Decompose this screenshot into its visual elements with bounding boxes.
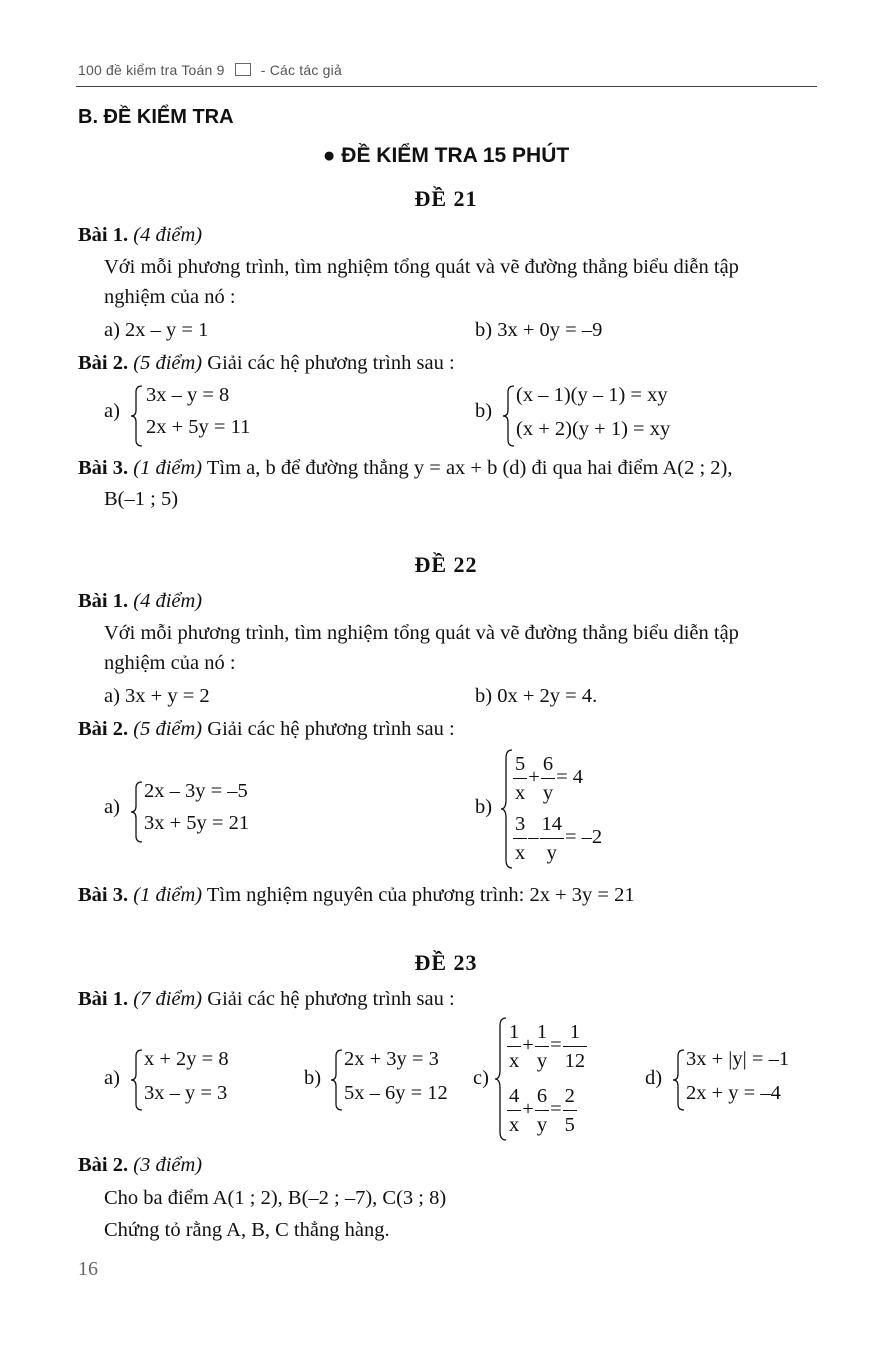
fraction: $\frac{2}{5}$ bbox=[563, 1082, 577, 1139]
de23-a-label: a) bbox=[104, 1067, 120, 1089]
de23-bai2-heading bbox=[78, 1154, 202, 1177]
authors: - Các tác giả bbox=[260, 62, 342, 78]
de21-bai1-b: b) 3x + 0y = –9 bbox=[475, 319, 603, 341]
de23-d-eq2: 2x + y = –4 bbox=[686, 1082, 781, 1104]
de22-bai2-points: (5 điểm) bbox=[133, 718, 203, 740]
de22-system-a bbox=[130, 780, 280, 844]
page-number: 16 bbox=[78, 1258, 98, 1280]
fraction: $\frac{6}{y}$ bbox=[535, 1082, 549, 1139]
de21-bai3-label: Bài 3. bbox=[78, 457, 129, 479]
de21-bai1-a: a) 2x – y = 1 bbox=[104, 319, 209, 341]
de22-bai2-label: Bài 2. bbox=[78, 718, 129, 740]
de23-system-d bbox=[672, 1048, 822, 1112]
de22-bai2-b-label: b) bbox=[475, 796, 493, 818]
de22-bai1-text2: nghiệm của nó : bbox=[104, 652, 236, 674]
section-title: B. ĐỀ KIỂM TRA bbox=[78, 106, 234, 128]
de22-a-eq1: 2x – 3y = –5 bbox=[144, 780, 248, 802]
exam-23-title: ĐỀ 23 bbox=[414, 950, 478, 975]
brace-icon bbox=[330, 1048, 344, 1112]
de22-bai3-text: Tìm nghiệm nguyên của phương trình: 2x + 3y = 21 bbox=[202, 884, 635, 906]
de23-b-label: b) bbox=[304, 1067, 322, 1089]
de23-system-c bbox=[494, 1016, 624, 1142]
de22-bai3-label: Bài 3. bbox=[78, 884, 129, 906]
de21-bai3-text1: Tìm a, b để đường thẳng y = ax + b (d) đi qua hai điểm A(2 ; 2), bbox=[202, 457, 733, 479]
de23-bai1-heading bbox=[78, 988, 455, 1011]
de22-bai1-b: b) 0x + 2y = 4. bbox=[475, 685, 598, 707]
de23-a-eq2: 3x – y = 3 bbox=[144, 1082, 228, 1104]
de22-b-eq2: $\frac{3}{x}$ – $\frac{14}{y}$ = –2 bbox=[512, 810, 602, 867]
de21-system-b bbox=[502, 384, 702, 448]
de22-bai1-label: Bài 1. bbox=[78, 590, 129, 612]
de21-bai3-line1 bbox=[78, 457, 732, 480]
brace-icon bbox=[502, 384, 516, 448]
de22-bai1-heading bbox=[78, 590, 202, 613]
de21-bai3-text2: B(–1 ; 5) bbox=[104, 488, 179, 510]
de22-bai1-a: a) 3x + y = 2 bbox=[104, 685, 210, 707]
de21-bai1-label: Bài 1. bbox=[78, 224, 129, 246]
de23-d-eq1: 3x + |y| = –1 bbox=[686, 1048, 790, 1070]
de21-bai1-heading bbox=[78, 224, 202, 247]
brace-icon bbox=[130, 1048, 144, 1112]
de22-bai1-text1: Với mỗi phương trình, tìm nghiệm tổng quát và vẽ đường thẳng biểu diễn tập bbox=[104, 622, 739, 644]
de21-bai1-points: (4 điểm) bbox=[133, 224, 203, 246]
de21-bai2-heading bbox=[78, 352, 455, 375]
de23-b-eq2: 5x – 6y = 12 bbox=[344, 1082, 448, 1104]
brace-icon bbox=[130, 384, 144, 448]
de22-b-eq1: $\frac{5}{x}$ + $\frac{6}{y}$ = 4 bbox=[512, 750, 583, 807]
subsection-title: ● ĐỀ KIỂM TRA 15 PHÚT bbox=[322, 144, 570, 167]
de21-bai2-b-label: b) bbox=[475, 400, 493, 422]
de22-bai1-points: (4 điểm) bbox=[133, 590, 203, 612]
de21-a-eq1: 3x – y = 8 bbox=[146, 384, 230, 406]
de21-b-eq1: (x – 1)(y – 1) = xy bbox=[516, 384, 668, 406]
de21-bai2-label: Bài 2. bbox=[78, 352, 129, 374]
book-icon bbox=[235, 63, 251, 76]
de22-system-b bbox=[500, 748, 660, 870]
de22-bai2-text: Giải các hệ phương trình sau : bbox=[202, 718, 455, 740]
de21-bai2-a-label: a) bbox=[104, 400, 120, 422]
de21-bai1-text1: Với mỗi phương trình, tìm nghiệm tổng quát và vẽ đường thẳng biểu diễn tập bbox=[104, 256, 739, 278]
exam-21-title: ĐỀ 21 bbox=[414, 186, 478, 211]
de22-a-eq2: 3x + 5y = 21 bbox=[144, 812, 250, 834]
fraction: $\frac{6}{y}$ bbox=[541, 750, 555, 807]
fraction: $\frac{3}{x}$ bbox=[513, 810, 527, 867]
fraction: $\frac{4}{x}$ bbox=[507, 1082, 521, 1139]
brace-icon bbox=[672, 1048, 686, 1112]
de23-d-label: d) bbox=[645, 1067, 663, 1089]
de23-bai1-text: Giải các hệ phương trình sau : bbox=[202, 988, 455, 1010]
de23-bai2-text1: Cho ba điểm A(1 ; 2), B(–2 ; –7), C(3 ; 8) bbox=[104, 1187, 447, 1209]
de22-bai3-points: (1 điểm) bbox=[133, 884, 203, 906]
de22-bai3-line bbox=[78, 884, 635, 907]
de23-system-b bbox=[330, 1048, 470, 1112]
book-title: 100 đề kiểm tra Toán 9 bbox=[78, 62, 225, 78]
de21-bai1-text2: nghiệm của nó : bbox=[104, 286, 236, 308]
de21-b-eq2: (x + 2)(y + 1) = xy bbox=[516, 418, 671, 440]
de23-bai2-text2: Chứng tỏ rằng A, B, C thẳng hàng. bbox=[104, 1219, 390, 1241]
fraction: $\frac{5}{x}$ bbox=[513, 750, 527, 807]
de23-bai1-points: (7 điểm) bbox=[133, 988, 203, 1010]
running-header bbox=[78, 62, 342, 78]
de23-system-a bbox=[130, 1048, 260, 1112]
de22-bai2-a-label: a) bbox=[104, 796, 120, 818]
de23-bai2-points: (3 điểm) bbox=[133, 1154, 203, 1176]
fraction: $\frac{1}{y}$ bbox=[535, 1018, 549, 1075]
fraction: $\frac{1}{12}$ bbox=[563, 1018, 588, 1075]
de21-bai2-text: Giải các hệ phương trình sau : bbox=[202, 352, 455, 374]
de21-bai2-points: (5 điểm) bbox=[133, 352, 203, 374]
de23-c-label: c) bbox=[473, 1067, 489, 1089]
de21-bai3-points: (1 điểm) bbox=[133, 457, 203, 479]
exam-22-title: ĐỀ 22 bbox=[414, 552, 478, 577]
brace-icon bbox=[130, 780, 144, 844]
de23-c-eq2: $\frac{4}{x}$ + $\frac{6}{y}$ = $\frac{2}{5}$ bbox=[506, 1082, 578, 1139]
de23-bai2-label: Bài 2. bbox=[78, 1154, 129, 1176]
de23-c-eq1: $\frac{1}{x}$ + $\frac{1}{y}$ = $\frac{1}{12}$ bbox=[506, 1018, 588, 1075]
fraction: $\frac{14}{y}$ bbox=[540, 810, 565, 867]
header-rule bbox=[76, 86, 817, 87]
de21-a-eq2: 2x + 5y = 11 bbox=[146, 416, 251, 438]
de23-bai1-label: Bài 1. bbox=[78, 988, 129, 1010]
fraction: $\frac{1}{x}$ bbox=[507, 1018, 521, 1075]
de23-a-eq1: x + 2y = 8 bbox=[144, 1048, 229, 1070]
de21-system-a bbox=[130, 384, 280, 448]
de22-bai2-heading bbox=[78, 718, 455, 741]
de23-b-eq1: 2x + 3y = 3 bbox=[344, 1048, 439, 1070]
